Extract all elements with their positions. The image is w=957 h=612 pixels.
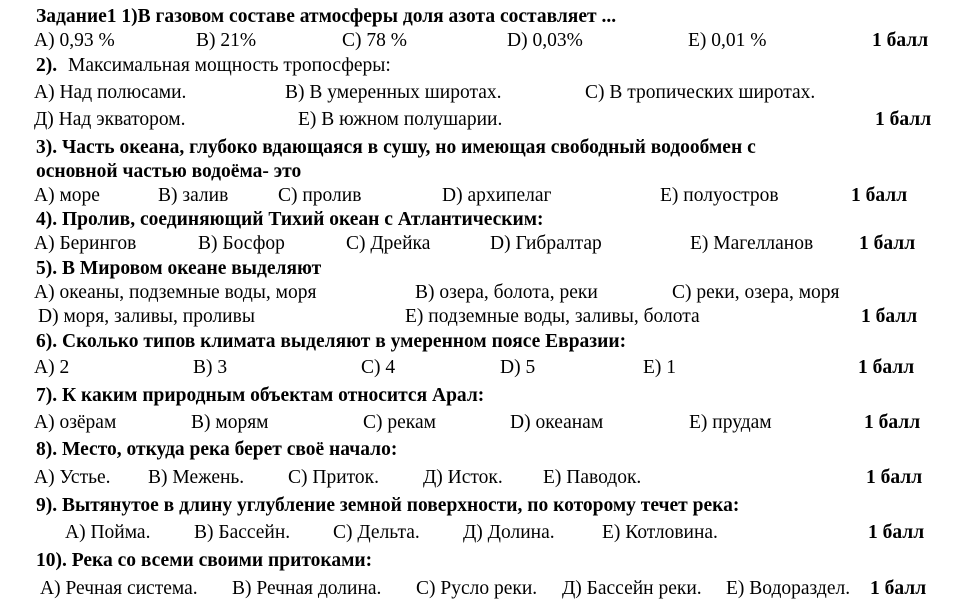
q9-option-c: С) Дельта. — [333, 522, 420, 543]
q9-option-e: Е) Котловина. — [602, 522, 718, 543]
q7-option-e: Е) прудам — [689, 412, 772, 433]
q2-option-a: А) Над полюсами. — [34, 82, 187, 103]
q7-score: 1 балл — [864, 412, 921, 433]
q4-heading — [0, 208, 957, 232]
q10-option-b: В) Речная долина. — [232, 578, 382, 599]
q3-score: 1 балл — [851, 185, 908, 206]
q6-score: 1 балл — [858, 357, 915, 378]
q4-option-d: D) Гибралтар — [490, 233, 602, 254]
q2-heading — [0, 54, 957, 78]
q3-heading-text-2: основной частью водоёма- это — [36, 161, 302, 182]
q5-option-b: В) озера, болота, реки — [415, 282, 598, 303]
q6-option-d: D) 5 — [500, 357, 536, 378]
q2-score: 1 балл — [875, 109, 932, 130]
q9-option-b: В) Бассейн. — [194, 522, 291, 543]
q10-option-a: А) Речная система. — [40, 578, 198, 599]
q5-heading — [0, 257, 957, 281]
q4-options — [0, 232, 957, 256]
q6-heading — [0, 330, 957, 354]
q9-options — [0, 521, 957, 545]
q8-heading-text: 8). Место, откуда река берет своё начало: — [36, 439, 398, 460]
q1-heading — [0, 5, 957, 29]
q3-option-c: С) пролив — [278, 185, 362, 206]
q2-option-c: С) В тропических широтах. — [585, 82, 816, 103]
q3-option-d: D) архипелаг — [442, 185, 552, 206]
q2-options-row2 — [0, 108, 957, 132]
q4-option-a: А) Берингов — [34, 233, 137, 254]
q1-heading-text: Задание1 1)В газовом составе атмосферы доля азота составляет ... — [36, 6, 617, 27]
q10-options — [0, 577, 957, 601]
q9-heading-text: 9). Вытянутое в длину углубление земной поверхности, по которому течет река: — [36, 495, 740, 516]
q10-heading — [0, 549, 957, 573]
q6-option-b: В) 3 — [193, 357, 228, 378]
q8-option-d: Д) Исток. — [423, 467, 503, 488]
q9-option-d: Д) Долина. — [463, 522, 555, 543]
q10-score: 1 балл — [870, 578, 927, 599]
q8-heading — [0, 438, 957, 462]
q3-option-e: Е) полуостров — [660, 185, 779, 206]
q9-heading — [0, 494, 957, 518]
q1-option-e: Е) 0,01 % — [688, 30, 767, 51]
q5-option-e: Е) подземные воды, заливы, болота — [405, 306, 700, 327]
q2-heading-num: 2). — [36, 55, 58, 76]
q10-option-d: Д) Бассейн реки. — [562, 578, 702, 599]
q3-heading-text-1: 3). Часть океана, глубоко вдающаяся в сушу, но имеющая свободный водообмен с — [36, 137, 756, 158]
q1-option-b: В) 21% — [196, 30, 257, 51]
q7-heading-text: 7). К каким природным объектам относится Арал: — [36, 385, 485, 406]
q9-option-a: А) Пойма. — [65, 522, 151, 543]
q10-heading-text: 10). Река со всеми своими притоками: — [36, 550, 373, 571]
q1-option-c: С) 78 % — [342, 30, 407, 51]
q8-option-a: А) Устье. — [34, 467, 111, 488]
q8-option-c: С) Приток. — [288, 467, 380, 488]
q5-options-row1 — [0, 281, 957, 305]
q8-option-e: Е) Паводок. — [543, 467, 642, 488]
q6-option-c: С) 4 — [361, 357, 396, 378]
q5-options-row2 — [0, 305, 957, 329]
q7-options — [0, 411, 957, 435]
q5-option-d: D) моря, заливы, проливы — [38, 306, 255, 327]
q7-option-b: В) морям — [191, 412, 269, 433]
q7-option-a: А) озёрам — [34, 412, 117, 433]
q2-option-d: Д) Над экватором. — [34, 109, 186, 130]
q5-option-c: С) реки, озера, моря — [672, 282, 840, 303]
q4-option-e: Е) Магелланов — [690, 233, 814, 254]
q3-options — [0, 184, 957, 208]
q6-heading-text: 6). Сколько типов климата выделяют в умеренном поясе Евразии: — [36, 331, 627, 352]
q3-heading-line1 — [0, 136, 957, 160]
q8-options — [0, 466, 957, 490]
q1-option-d: D) 0,03% — [507, 30, 583, 51]
q2-option-e: Е) В южном полушарии. — [298, 109, 503, 130]
q4-score: 1 балл — [859, 233, 916, 254]
q1-options — [0, 29, 957, 53]
q2-options-row1 — [0, 81, 957, 105]
q6-option-a: А) 2 — [34, 357, 70, 378]
q10-option-c: С) Русло реки. — [416, 578, 538, 599]
q2-heading-text: Максимальная мощность тропосферы: — [68, 55, 391, 76]
q5-option-a: А) океаны, подземные воды, моря — [34, 282, 317, 303]
q9-score: 1 балл — [868, 522, 925, 543]
q3-option-a: А) море — [34, 185, 100, 206]
q2-option-b: В) В умеренных широтах. — [285, 82, 502, 103]
q7-heading — [0, 384, 957, 408]
q1-option-a: А) 0,93 % — [34, 30, 115, 51]
q3-heading-line2 — [0, 160, 957, 184]
q4-option-c: С) Дрейка — [346, 233, 431, 254]
q7-option-c: С) рекам — [363, 412, 436, 433]
q1-score: 1 балл — [872, 30, 929, 51]
q10-option-e: Е) Водораздел. — [726, 578, 851, 599]
q4-heading-text: 4). Пролив, соединяющий Тихий океан с Атлантическим: — [36, 209, 544, 230]
q7-option-d: D) океанам — [510, 412, 604, 433]
q4-option-b: В) Босфор — [198, 233, 285, 254]
q8-option-b: В) Межень. — [148, 467, 245, 488]
q5-heading-text: 5). В Мировом океане выделяют — [36, 258, 322, 279]
q3-option-b: В) залив — [158, 185, 229, 206]
q5-score: 1 балл — [861, 306, 918, 327]
q8-score: 1 балл — [866, 467, 923, 488]
q6-options — [0, 356, 957, 380]
q6-option-e: Е) 1 — [643, 357, 677, 378]
